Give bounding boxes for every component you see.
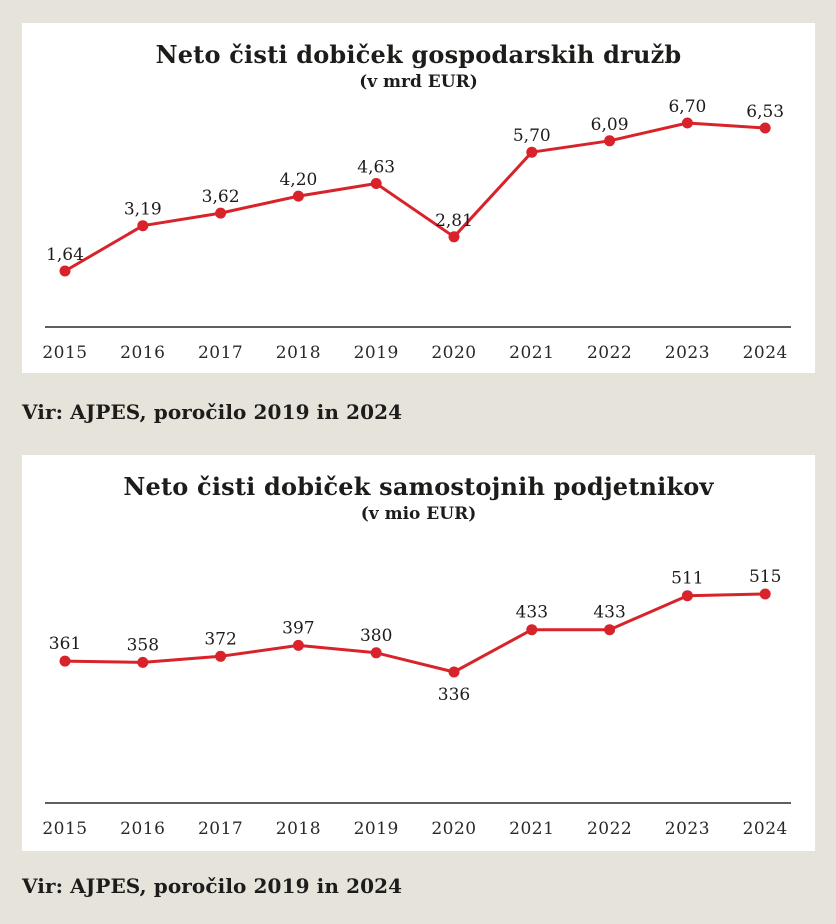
x-tick-label: 2021: [509, 819, 555, 839]
data-point: [449, 231, 460, 242]
value-label: 358: [126, 635, 160, 656]
x-tick-label: 2018: [275, 343, 322, 363]
value-label: 1,64: [46, 245, 84, 265]
value-label: 433: [593, 602, 626, 623]
data-point: [760, 589, 771, 600]
x-tick-label: 2020: [431, 343, 477, 363]
chart-subtitle-companies: (v mrd EUR): [359, 72, 478, 92]
x-tick-label: 2017: [197, 819, 244, 839]
value-label: 433: [515, 602, 549, 623]
data-point: [293, 191, 304, 202]
x-tick-label: 2024: [742, 819, 788, 839]
chart-title-companies: Neto čisti dobiček gospodarskih družb: [155, 40, 682, 69]
x-tick-label: 2021: [509, 343, 555, 363]
value-label: 6,53: [746, 102, 785, 122]
value-label: 6,70: [668, 97, 707, 117]
value-label: 4,20: [279, 170, 318, 191]
chart-panel-companies: [22, 23, 815, 373]
value-label: 5,70: [512, 126, 551, 147]
data-point: [60, 266, 71, 277]
data-point: [371, 178, 382, 189]
x-tick-label: 2016: [120, 819, 166, 839]
value-label: 2,81: [435, 210, 473, 231]
value-label: 515: [748, 567, 782, 587]
source-note-top: Vir: AJPES, poročilo 2019 in 2024: [22, 400, 403, 424]
data-point: [526, 147, 537, 158]
data-point: [604, 624, 615, 635]
data-point: [682, 118, 693, 129]
data-point: [526, 624, 537, 635]
x-tick-label: 2019: [353, 343, 399, 363]
value-label: 4,63: [357, 157, 396, 178]
value-label: 380: [359, 625, 393, 646]
x-tick-label: 2023: [664, 343, 711, 363]
data-point: [60, 656, 71, 667]
x-tick-label: 2023: [664, 819, 711, 839]
data-point: [760, 123, 771, 134]
data-line: [65, 123, 765, 271]
x-tick-label: 2018: [275, 819, 322, 839]
value-label: 511: [671, 568, 704, 589]
data-point: [604, 135, 615, 146]
value-label: 397: [282, 618, 315, 639]
value-label: 336: [437, 685, 471, 705]
data-point: [293, 640, 304, 651]
chart-subtitle-sole-proprietors: (v mio EUR): [360, 504, 477, 524]
data-point: [682, 590, 693, 601]
x-tick-label: 2022: [586, 343, 633, 363]
value-label: 3,19: [123, 199, 162, 220]
data-point: [449, 667, 460, 678]
x-tick-label: 2022: [586, 819, 633, 839]
x-tick-label: 2017: [197, 343, 244, 363]
x-tick-label: 2016: [120, 343, 166, 363]
data-line: [65, 594, 765, 672]
data-point: [137, 220, 148, 231]
data-point: [137, 657, 148, 668]
chart-title-sole-proprietors: Neto čisti dobiček samostojnih podjetnikov: [123, 472, 714, 501]
x-tick-label: 2015: [42, 343, 88, 363]
x-tick-label: 2024: [742, 343, 788, 363]
x-tick-label: 2019: [353, 819, 399, 839]
x-tick-label: 2020: [431, 819, 477, 839]
value-label: 361: [48, 634, 82, 655]
data-point: [215, 208, 226, 219]
chart-panel-sole-proprietors: [22, 455, 815, 851]
value-label: 372: [204, 629, 237, 650]
value-label: 3,62: [201, 187, 240, 208]
value-label: 6,09: [590, 114, 629, 135]
data-point: [371, 647, 382, 658]
source-note-bottom: Vir: AJPES, poročilo 2019 in 2024: [22, 874, 403, 898]
data-point: [215, 651, 226, 662]
x-tick-label: 2015: [42, 819, 88, 839]
